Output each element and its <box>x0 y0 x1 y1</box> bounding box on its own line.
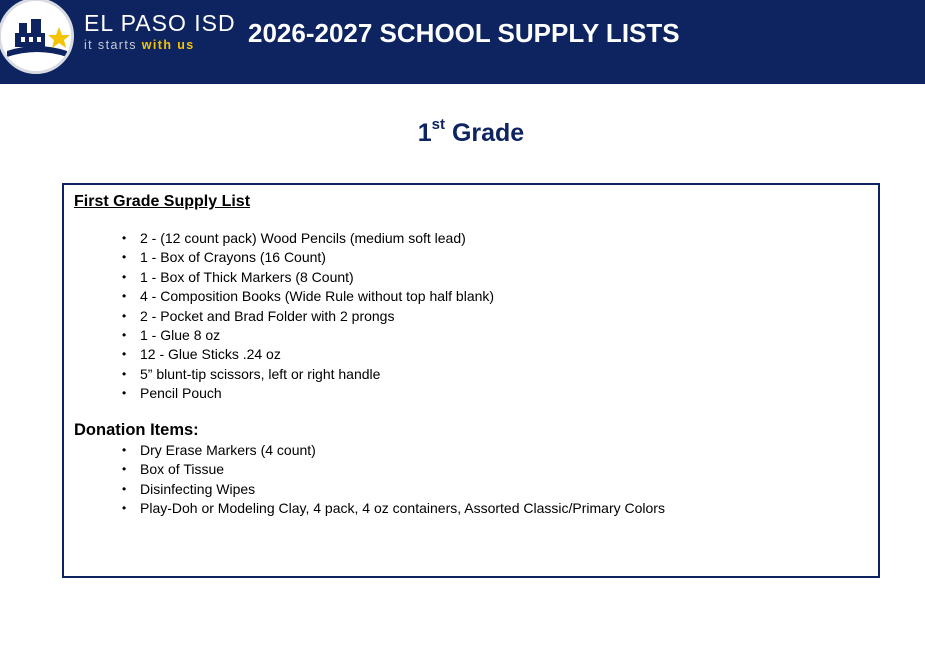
supply-list <box>122 229 494 404</box>
supply-list-box <box>62 183 880 578</box>
donation-heading: Donation Items: <box>74 421 199 439</box>
list-item: • Pencil Pouch <box>122 384 494 403</box>
list-item: • 5” blunt-tip scissors, left or right handle <box>122 365 494 384</box>
grade-label: Grade <box>445 119 525 147</box>
list-item: • 1 - Box of Crayons (16 Count) <box>122 248 494 267</box>
tagline-part2: with us <box>141 38 195 52</box>
list-item: • Play-Doh or Modeling Clay, 4 pack, 4 oz containers, Assorted Classic/Primary Colors <box>122 499 665 518</box>
list-item: • Box of Tissue <box>122 460 665 479</box>
grade-suffix: st <box>431 115 446 133</box>
header-banner <box>0 0 925 84</box>
logo-text <box>84 10 236 53</box>
org-name: EL PASO ISD <box>84 10 236 36</box>
list-item: • 12 - Glue Sticks .24 oz <box>122 345 494 364</box>
supply-list-heading: First Grade Supply List <box>74 193 251 210</box>
el-paso-isd-seal-icon <box>0 0 74 74</box>
page-title: 2026-2027 SCHOOL SUPPLY LISTS <box>248 18 680 48</box>
tagline <box>84 37 236 53</box>
list-item: • 2 - Pocket and Brad Folder with 2 prongs <box>122 307 494 326</box>
list-item: • Disinfecting Wipes <box>122 480 665 499</box>
list-item: • Dry Erase Markers (4 count) <box>122 441 665 460</box>
donation-list <box>122 441 665 519</box>
list-item: • 2 - (12 count pack) Wood Pencils (medium soft lead) <box>122 229 494 248</box>
grade-number: 1 <box>417 119 432 147</box>
list-item: • 1 - Glue 8 oz <box>122 326 494 345</box>
tagline-part1: it starts <box>84 38 142 52</box>
list-item: • 4 - Composition Books (Wide Rule without top half blank) <box>122 287 494 306</box>
list-item: • 1 - Box of Thick Markers (8 Count) <box>122 268 494 287</box>
grade-title <box>0 116 925 150</box>
